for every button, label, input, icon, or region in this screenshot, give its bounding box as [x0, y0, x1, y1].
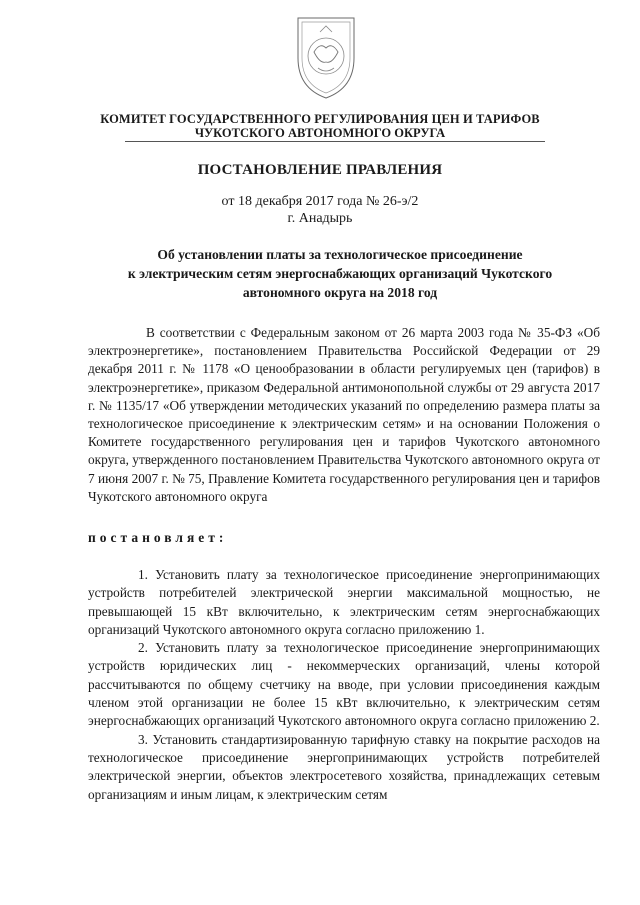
subject-line: к электрическим сетям энергоснабжающих организаций Чукотского [127, 266, 553, 281]
issuer-name-line2: ЧУКОТСКОГО АВТОНОМНОГО ОКРУГА [194, 126, 446, 140]
issuer-name-line1: КОМИТЕТ ГОСУДАРСТВЕННОГО РЕГУЛИРОВАНИЯ ЦЕН И ТАРИФОВ [100, 112, 540, 126]
header-divider [125, 141, 545, 142]
resolution-item-3: 3. Установить стандартизированную тарифную ставку на покрытие расходов на технологическое присоединение энергопринимающих устройств потребителей электрической энергии, объектов электросетевого хозяйства, принадлежащих сетевым организациям и иным лицам, к электрическим сетям [88, 731, 600, 802]
resolves-heading: постановляет: [88, 530, 228, 545]
resolution-items [88, 566, 600, 804]
document-city: г. Анадырь [287, 211, 353, 226]
document-title: ПОСТАНОВЛЕНИЕ ПРАВЛЕНИЯ [197, 162, 443, 178]
preamble-paragraph: В соответствии с Федеральным законом от 26 марта 2003 года № 35-ФЗ «Об электроэнергетике», постановлением Правительства Российской Федерации от 29 декабря 2011 г. № 1178 «О ценообразовании в области регулируемых цен (тарифов) в электроэнергетике», приказом Федеральной антимонопольной службы от 29 августа 2017 г. № 1135/17 «Об утверждении методических указаний по определению размера платы за технологическое присоединение к электрическим сетям» и на основании Положения о Комитете государственного регулирования цен и тарифов Чукотского автономного округа, утвержденного постановлением Правительства Чукотского автономного округа от 7 июня 2007 г. № 75, Правление Комитета государственного регулирования цен и тарифов Чукотского автономного округа [88, 325, 600, 504]
document-subject [80, 245, 600, 302]
subject-line: автономного округа на 2018 год [242, 285, 438, 300]
document-date-number: от 18 декабря 2017 года № 26-э/2 [221, 194, 419, 209]
chukotka-coat-of-arms-icon [290, 12, 362, 102]
resolution-item-1: 1. Установить плату за технологическое присоединение энергопринимающих устройств потребителей электрической энергии максимальной мощностью, не превышающей 15 кВт включительно, к электрическим сетям энергоснабжающих организаций Чукотского автономного округа согласно приложению 1. [88, 567, 600, 637]
subject-line: Об установлении платы за технологическое присоединение [157, 247, 523, 262]
preamble [88, 324, 600, 506]
resolution-item-2: 2. Установить плату за технологическое присоединение энергопринимающих устройств юридических лиц - некоммерческих организаций, члены которой рассчитываются по общему счетчику на вводе, при условии присоединения каждым членом этой организации не более 15 кВт включительно, к электрическим сетям энергоснабжающих организаций Чукотского автономного округа согласно приложению 2. [88, 640, 600, 729]
